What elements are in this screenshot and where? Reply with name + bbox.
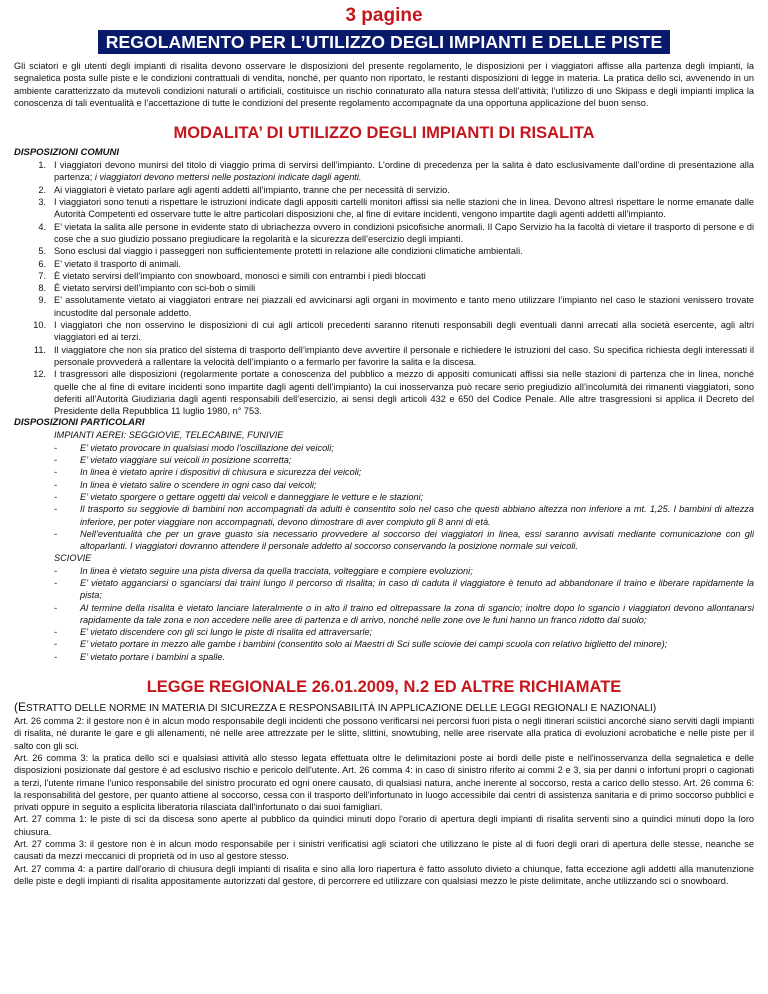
dash-text: Il trasporto su seggiovie di bambini non accompagnati da adulti è consentito solo nel caso che questi abbiano altezza non inferiore a mt. 1,25. I bambini di altezza inferiore, per poter viaggiare non accompagnati, devono dimostrare di aver compiuto gli 8 anni di età.	[80, 504, 754, 527]
pages-label: 3 pagine	[345, 5, 423, 26]
document-page	[14, 0, 754, 887]
dash-bullet: -	[54, 442, 58, 453]
dash-item	[54, 479, 754, 491]
dash-bullet: -	[54, 491, 58, 502]
rule-item	[14, 184, 754, 196]
dash-item	[54, 577, 754, 602]
intro-paragraph: Gli sciatori e gli utenti degli impianti di risalita devono osservare le disposizioni del presente regolamento, le disposizioni per i viaggiatori affisse alla partenza degli impianti, la segnaletica posta sulle piste e le condizioni contrattuali di vendita, nonché, per quanto non riportato, le restanti disposizioni di legge in materia. La pratica dello sci, avvenendo in un ambiente caratterizzato da mutevoli condizioni naturali o artificiali, costituisce un rischio connaturato alla natura stessa dell’attività; l’utilizzo di uno Skipass e degli impianti implica la conoscenza di tali eventualità e l’accettazione di tutte le condizioni del presente regolamento accompagnate da una opportuna applicazione del buon senso.	[14, 61, 754, 108]
sciovie-list	[54, 565, 754, 663]
rule-text: E’ vietato il trasporto di animali.	[54, 258, 181, 269]
dash-item	[54, 491, 754, 503]
rule-item	[14, 344, 754, 369]
section-title-legge: LEGGE REGIONALE 26.01.2009, N.2 ED ALTRE RICHIAMATE	[146, 678, 622, 697]
rule-text: Sono esclusi dal viaggio i passeggeri non sufficientemente protetti in relazione alle condizioni climatiche ambientali.	[54, 246, 523, 257]
dash-bullet: -	[54, 602, 58, 613]
particular-provisions-heading: DISPOSIZIONI PARTICOLARI	[14, 417, 145, 429]
article-paragraph: Art. 27 comma 3: il gestore non è in alcun modo responsabile per i sinistri verificatisi agli sciatori che utilizzano le piste al di fuori degli orari di apertura delle stesse, neanche se causati da mezzi meccanici di proprietà od in uso al gestore stesso.	[14, 839, 754, 862]
dash-bullet: -	[54, 651, 58, 662]
dash-text: E’ vietato agganciarsi o sganciarsi dai traini lungo il percorso di risalita; in caso di caduta il viaggiatore è tenuto ad abbandonare il traino e liberare rapidamente la pista;	[80, 577, 754, 601]
rule-text: I viaggiatori che non osservino le disposizioni di cui agli articoli precedenti saranno ritenuti responsabili degli eventuali danni arrecati alla società esercente, agli altri viaggiatori ed ai terzi.	[54, 320, 754, 343]
extract-subtitle	[14, 701, 754, 715]
dash-bullet: -	[54, 504, 58, 515]
particular-provisions-block	[14, 429, 754, 663]
common-rules-list	[14, 159, 754, 417]
extract-initial: (E	[14, 700, 26, 715]
dash-bullet: -	[54, 577, 58, 588]
dash-text: In linea è vietato aprire i dispositivi di chiusura e sicurezza dei veicoli;	[80, 467, 362, 478]
dash-item	[54, 565, 754, 577]
rule-item	[14, 221, 754, 246]
rule-number: 11.	[33, 344, 46, 355]
dash-item	[54, 638, 754, 650]
rule-number: 10.	[33, 320, 46, 331]
rule-italic-text: i viaggiatori devono mettersi nelle postazioni indicate dagli agenti.	[94, 172, 362, 183]
rule-item	[14, 245, 754, 257]
dash-bullet: -	[54, 528, 58, 539]
dash-text: E’ vietato sporgere o gettare oggetti dai veicoli e danneggiare le vetture e le stazioni;	[80, 491, 424, 502]
rule-number: 1.	[38, 160, 46, 171]
dash-text: E’ vietato portare i bambini a spalle.	[80, 651, 226, 662]
dash-text: In linea è vietato salire o scendere in ogni caso dai veicoli;	[80, 479, 317, 490]
rule-number: 7.	[38, 270, 46, 281]
common-provisions-heading: DISPOSIZIONI COMUNI	[14, 147, 120, 159]
rule-number: 12.	[33, 369, 46, 380]
rule-number: 5.	[38, 246, 46, 257]
rule-text: E’ assolutamente vietato ai viaggiatori entrare nei piazzali ed avvicinarsi agli organi in movimento e tanto meno utilizzare l’impianto nel caso le stazioni venissero trovate incustodite dal personale addetto.	[54, 295, 754, 318]
article-paragraph: Art. 26 comma 3: la pratica dello sci e qualsiasi attività allo stesso legata effettuata oltre le delimitazioni poste ai bordi delle piste e nell'inosservanza della segnaletica e delle disposizioni posizionate dal gestore è ad esclusivo rischio e pericolo dell'utente. Art. 26 comma 4: in caso di sinistro riferito ai commi 2 e 3, sia per danni o infortuni propri o cagionati a terzi, l'utente rimane l'unico responsabile del sinistro procurato ed ogni onere causato, di qualsiasi natura, anche inerente al soccorso, resta a carico dello stesso. Art. 26 comma 6: la responsabilità del gestore, per quanto attiene al soccorso, cessa con il trasporto dell'infortunato in luogo accessibile dai centri di assistenza sanitaria e di primo soccorso pubblici e privati oppure in seguito a esplicita liberatoria rilasciata dall'infortunato o dai suoi famigliari.	[14, 752, 754, 813]
dash-item	[54, 442, 754, 454]
article-paragraph: Art. 27 comma 4: a partire dall'orario di chiusura degli impianti di risalita e sino alla loro riapertura è fatto assoluto divieto a chiunque, fatta eccezione agli addetti alla manutenzione delle piste e degli impianti di risalita appositamente autorizzati dal gestore, di percorrere ed utilizzare con qualsiasi mezzo le piste delimitate, anche utilizzando sci o snowboard.	[14, 863, 754, 886]
dash-item	[54, 528, 754, 553]
rule-text: I viaggiatori sono tenuti a rispettare le istruzioni indicate dagli appositi cartelli monitori affissi sia nelle stazioni che in linea. Devono altresì rispettare le norme emanate dalle Autorità Competenti ed osservare tutte le altre particolari disposizioni che, al fine di evitare incidenti, vengono impartite dagli agenti addetti all’impianto.	[54, 197, 754, 220]
dash-bullet: -	[54, 565, 58, 576]
rule-text: È vietato servirsi dell’impianto con sci-bob o simili	[54, 283, 256, 294]
dash-text: E’ vietato viaggiare sui veicoli in posizione scorretta;	[80, 455, 292, 466]
article-paragraph: Art. 27 comma 1: le piste di sci da discesa sono aperte al pubblico da quindici minuti dopo l'orario di apertura degli impianti di risalita serventi sino a quindici minuti dopo la loro chiusura.	[14, 814, 754, 837]
dash-text: Nell’eventualità che per un grave guasto sia necessario provvedere al soccorso dei viaggiatori in linea, essi saranno avvisati mediante comunicazione con gli altoparlanti. I viaggiatori dovranno attendere il personale addetto al soccorso conservando la posizione normale sui veicoli.	[80, 528, 754, 552]
section-title-impianti: MODALITA’ DI UTILIZZO DEGLI IMPIANTI DI RISALITA	[173, 124, 595, 143]
rule-item	[14, 294, 754, 319]
main-title: REGOLAMENTO PER L’UTILIZZO DEGLI IMPIANTI E DELLE PISTE	[98, 30, 670, 54]
dash-text: E’ vietato portare in mezzo alle gambe i bambini (consentito solo ai Maestri di Sci sulle sciovie dei campi scuola con relativo biglietto del minore);	[80, 639, 668, 650]
dash-item	[54, 454, 754, 466]
article-paragraph: Art. 26 comma 2: il gestore non è in alcun modo responsabile degli incidenti che possono verificarsi nei percorsi fuori pista o negli itinerari sciistici ancorché siano serviti dagli impianti di risalita, né durante le gare e gli allenamenti, né nelle aree attrezzate per le slitte, slittini, snowtubing, nelle aree riservate alla pratica di evoluzioni acrobatiche e nelle piste per il salto con gli sci.	[14, 716, 754, 751]
dash-text: E’ vietato provocare in qualsiasi modo l’oscillazione dei veicoli;	[80, 442, 334, 453]
dash-item	[54, 602, 754, 627]
rule-item	[14, 319, 754, 344]
rule-number: 3.	[38, 197, 46, 208]
main-title-wrap	[14, 30, 754, 54]
dash-item	[54, 626, 754, 638]
rule-item	[14, 159, 754, 184]
rule-number: 2.	[38, 184, 46, 195]
dash-item	[54, 466, 754, 478]
rule-number: 6.	[38, 258, 46, 269]
dash-bullet: -	[54, 639, 58, 650]
dash-bullet: -	[54, 479, 58, 490]
dash-item	[54, 651, 754, 663]
rule-number: 8.	[38, 283, 46, 294]
rule-number: 9.	[38, 295, 46, 306]
rule-text: Ai viaggiatori è vietato parlare agli agenti addetti all’impianto, tranne che per necessità di servizio.	[54, 184, 450, 195]
rule-item	[14, 282, 754, 294]
rule-number: 4.	[38, 221, 46, 232]
dash-bullet: -	[54, 467, 58, 478]
dash-text: E’ vietato discendere con gli sci lungo le piste di risalita ed attraversarle;	[80, 627, 373, 638]
rule-text: I viaggiatori devono munirsi del titolo di viaggio prima di servirsi dell’impianto. L’ordine di precedenza per la salita è dato esclusivamente dall’ordine di presentazione alla partenza; i viaggiatori devono mettersi nelle postazioni indicate dagli agenti.	[54, 160, 754, 183]
extract-rest: STRATTO DELLE NORME IN MATERIA DI SICUREZZA E RESPONSABILITÀ IN APPLICAZIONE DELLE LEGGI REGIONALI E NAZIONALI)	[26, 703, 657, 715]
dash-bullet: -	[54, 455, 58, 466]
sciovie-heading: SCIOVIE	[54, 553, 92, 564]
dash-item	[54, 503, 754, 528]
rule-text: I trasgressori alle disposizioni (regolarmente portate a conoscenza del pubblico a mezzo di appositi comunicati affissi sia nelle stazioni di partenza che in linea, nonché quelle che al fine di evitare incidenti sono impartite dagli agenti dell’impianto) la cui inosservanza può recare serio pregiudizio all’incolumità dei rimanenti viaggiatori, sono deferiti all’Autorità Giudiziaria dagli agenti responsabili dell’esercizio, ai sensi degli articoli 432 e 650 del Codice Penale. Alle altre trasgressioni si applica il Decreto del Presidente della Repubblica 11 luglio 1980, n° 753.	[54, 369, 754, 417]
dash-text: Al termine della risalita è vietato lanciare lateralmente o in alto il traino ed oltrepassare la zona di sgancio; inoltre dopo lo sgancio i viaggiatori devono allontanarsi rapidamente da tale zona e non accedere nelle aree di partenza e di arrivo, nonché nelle zone ove le funi hanno un franco ridotto dal suolo;	[80, 602, 754, 625]
rule-item	[14, 258, 754, 270]
rule-item	[14, 368, 754, 417]
rule-item	[14, 196, 754, 221]
aerial-lifts-list	[54, 442, 754, 553]
dash-text: In linea è vietato seguire una pista diversa da quella tracciata, volteggiare e compiere evoluzioni;	[80, 565, 473, 576]
legal-articles	[14, 715, 754, 887]
rule-text: E’ vietata la salita alle persone in evidente stato di ubriachezza ovvero in condizioni psicofisiche anormali. Il Capo Servizio ha la facoltà di vietare il trasporto di persone e di cose che a suo giudizio possano pregiudicare la regolarità e la sicurezza dell’esercizio degli impianti.	[54, 221, 754, 244]
dash-bullet: -	[54, 627, 58, 638]
aerial-lifts-heading: IMPIANTI AEREI: SEGGIOVIE, TELECABINE, FUNIVIE	[54, 430, 284, 441]
rule-item	[14, 270, 754, 282]
rule-text: Il viaggiatore che non sia pratico del sistema di trasporto dell’impianto deve avvertire il personale e richiedere le istruzioni del caso. Su specifica richiesta degli interessati il personale provvederà a rallentare la velocità dell’impianto o a fermarlo per favorire la salita e la discesa.	[54, 344, 754, 367]
rule-text: È vietato servirsi dell’impianto con snowboard, monosci e simili con entrambi i piedi bloccati	[54, 270, 426, 281]
